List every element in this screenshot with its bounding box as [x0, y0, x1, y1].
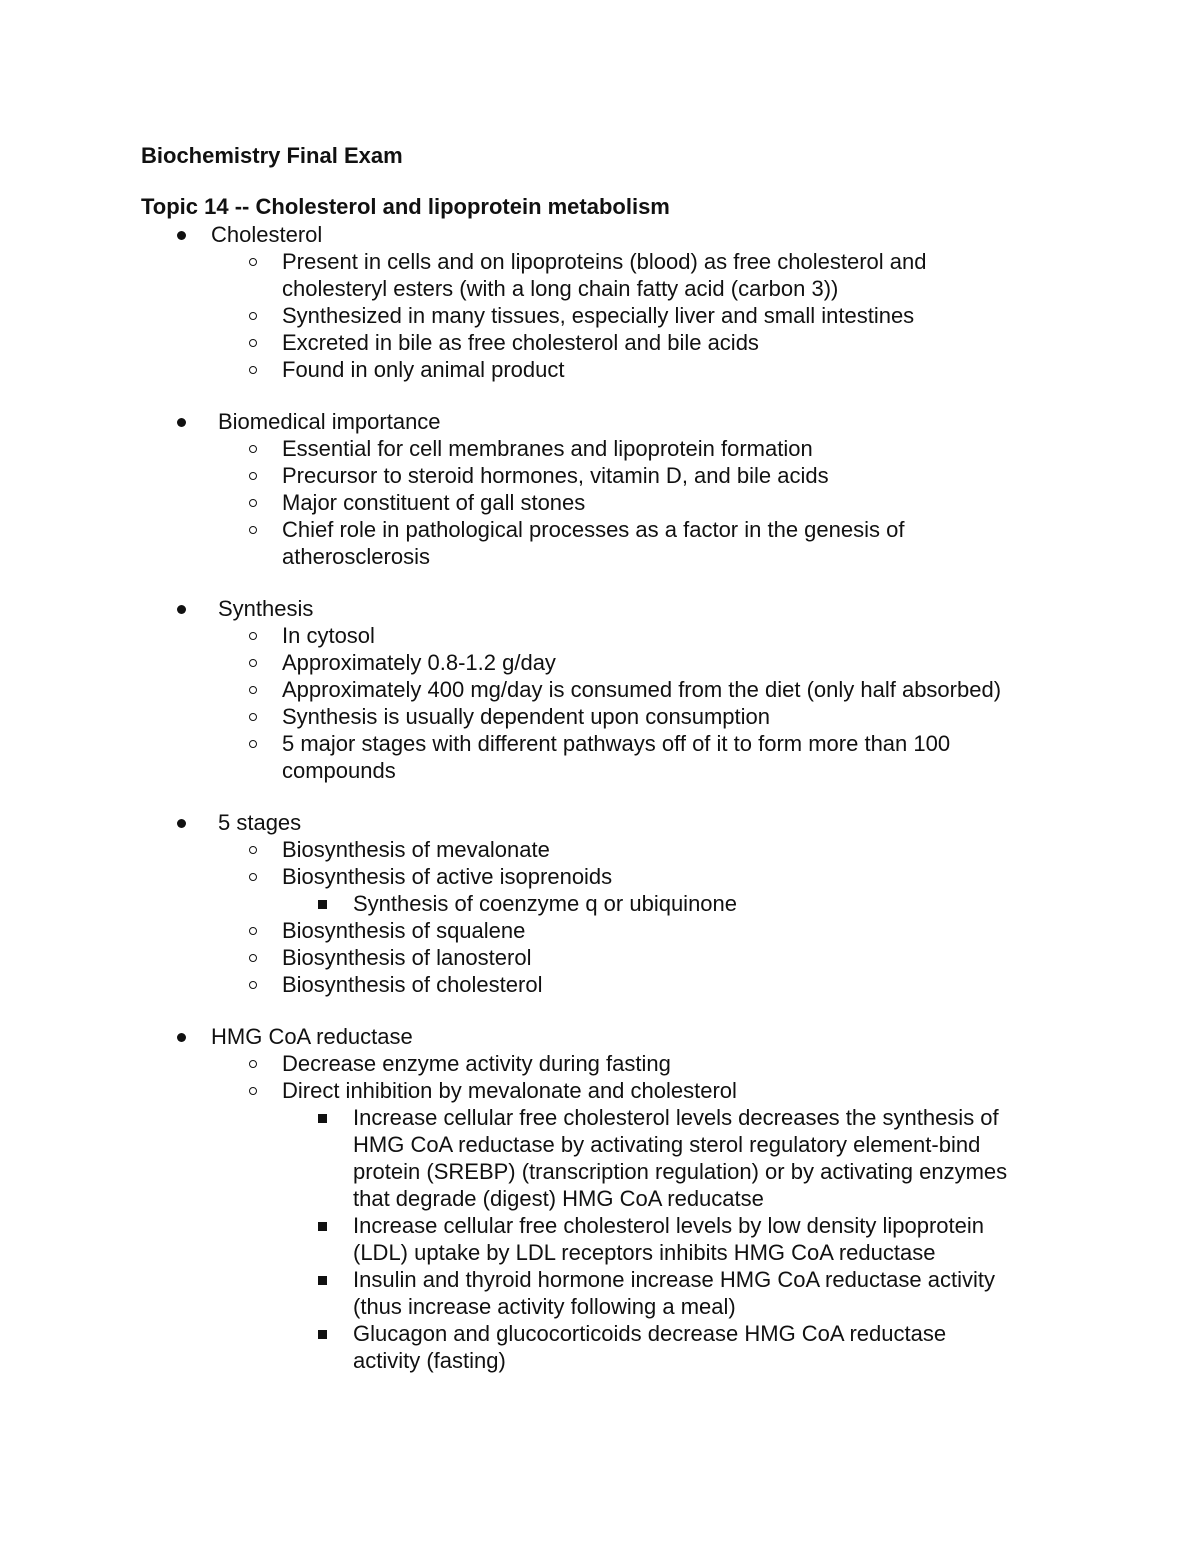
bullet-circle-icon	[249, 339, 257, 347]
bullet-circle-icon	[249, 846, 257, 854]
document-title: Biochemistry Final Exam	[141, 143, 403, 168]
sub-item-line: HMG CoA reductase by activating sterol regulatory element-bind	[353, 1132, 981, 1157]
bullet-circle-icon	[249, 713, 257, 721]
sub-item-line: that degrade (digest) HMG CoA reducatse	[353, 1186, 764, 1211]
list-item-line: Excreted in bile as free cholesterol and bile acids	[282, 330, 759, 355]
bullet-circle-icon	[249, 366, 257, 374]
bullet-circle-icon	[249, 526, 257, 534]
list-item-line: Biosynthesis of active isoprenoids	[282, 864, 613, 889]
sub-item-line: Glucagon and glucocorticoids decrease HMG CoA reductase	[353, 1321, 947, 1346]
bullet-circle-icon	[249, 499, 257, 507]
list-item-line: Chief role in pathological processes as a factor in the genesis of	[282, 517, 905, 542]
section-heading: Synthesis	[218, 596, 314, 621]
bullet-disc-icon	[177, 605, 186, 614]
list-item-line: 5 major stages with different pathways off of it to form more than 100	[282, 731, 951, 756]
sub-item-line: activity (fasting)	[353, 1348, 506, 1373]
bullet-square-icon	[318, 1114, 327, 1123]
list-item-line: Approximately 400 mg/day is consumed from the diet (only half absorbed)	[282, 677, 1002, 702]
list-item-line: Synthesized in many tissues, especially liver and small intestines	[282, 303, 915, 328]
sub-item-line: (thus increase activity following a meal)	[353, 1294, 736, 1319]
bullet-circle-icon	[249, 312, 257, 320]
bullet-circle-icon	[249, 445, 257, 453]
bullet-square-icon	[318, 1276, 327, 1285]
sub-item-line: Increase cellular free cholesterol levels by low density lipoprotein	[353, 1213, 984, 1238]
sub-item-line: Insulin and thyroid hormone increase HMG CoA reductase activity	[353, 1267, 995, 1292]
list-item-line: cholesteryl esters (with a long chain fatty acid (carbon 3))	[282, 276, 839, 301]
section-heading: Cholesterol	[211, 222, 323, 247]
bullet-square-icon	[318, 1330, 327, 1339]
bullet-circle-icon	[249, 632, 257, 640]
list-item-line: Major constituent of gall stones	[282, 490, 586, 515]
bullet-circle-icon	[249, 472, 257, 480]
list-item-line: Essential for cell membranes and lipoprotein formation	[282, 436, 813, 461]
list-item-line: Found in only animal product	[282, 357, 565, 382]
list-item-line: Direct inhibition by mevalonate and cholesterol	[282, 1078, 737, 1103]
sub-item-line: Synthesis of coenzyme q or ubiquinone	[353, 891, 738, 916]
section-heading: HMG CoA reductase	[211, 1024, 413, 1049]
list-item-line: Decrease enzyme activity during fasting	[282, 1051, 671, 1076]
bullet-disc-icon	[177, 231, 186, 240]
list-item-line: compounds	[282, 758, 396, 783]
list-item-line: atherosclerosis	[282, 544, 430, 569]
bullet-disc-icon	[177, 418, 186, 427]
list-item-line: Biosynthesis of mevalonate	[282, 837, 550, 862]
bullet-disc-icon	[177, 819, 186, 828]
sub-item-line: protein (SREBP) (transcription regulation) or by activating enzymes	[353, 1159, 1008, 1184]
bullet-circle-icon	[249, 1087, 257, 1095]
bullet-square-icon	[318, 1222, 327, 1231]
list-item-line: Biosynthesis of lanosterol	[282, 945, 532, 970]
sub-item-line: (LDL) uptake by LDL receptors inhibits HMG CoA reductase	[353, 1240, 936, 1265]
topic-heading: Topic 14 -- Cholesterol and lipoprotein metabolism	[141, 194, 670, 219]
bullet-disc-icon	[177, 1033, 186, 1042]
section-heading: Biomedical importance	[218, 409, 441, 434]
bullet-circle-icon	[249, 873, 257, 881]
list-item-line: Present in cells and on lipoproteins (blood) as free cholesterol and	[282, 249, 927, 274]
list-item-line: Biosynthesis of squalene	[282, 918, 526, 943]
bullet-square-icon	[318, 900, 327, 909]
list-item-line: Synthesis is usually dependent upon consumption	[282, 704, 770, 729]
bullet-circle-icon	[249, 659, 257, 667]
sub-item-line: Increase cellular free cholesterol levels decreases the synthesis of	[353, 1105, 999, 1130]
bullet-circle-icon	[249, 927, 257, 935]
list-item-line: Approximately 0.8-1.2 g/day	[282, 650, 556, 675]
section-heading: 5 stages	[218, 810, 302, 835]
list-item-line: In cytosol	[282, 623, 375, 648]
bullet-circle-icon	[249, 740, 257, 748]
list-item-line: Precursor to steroid hormones, vitamin D, and bile acids	[282, 463, 829, 488]
bullet-circle-icon	[249, 686, 257, 694]
bullet-circle-icon	[249, 954, 257, 962]
bullet-circle-icon	[249, 1060, 257, 1068]
bullet-circle-icon	[249, 258, 257, 266]
list-item-line: Biosynthesis of cholesterol	[282, 972, 543, 997]
bullet-circle-icon	[249, 981, 257, 989]
